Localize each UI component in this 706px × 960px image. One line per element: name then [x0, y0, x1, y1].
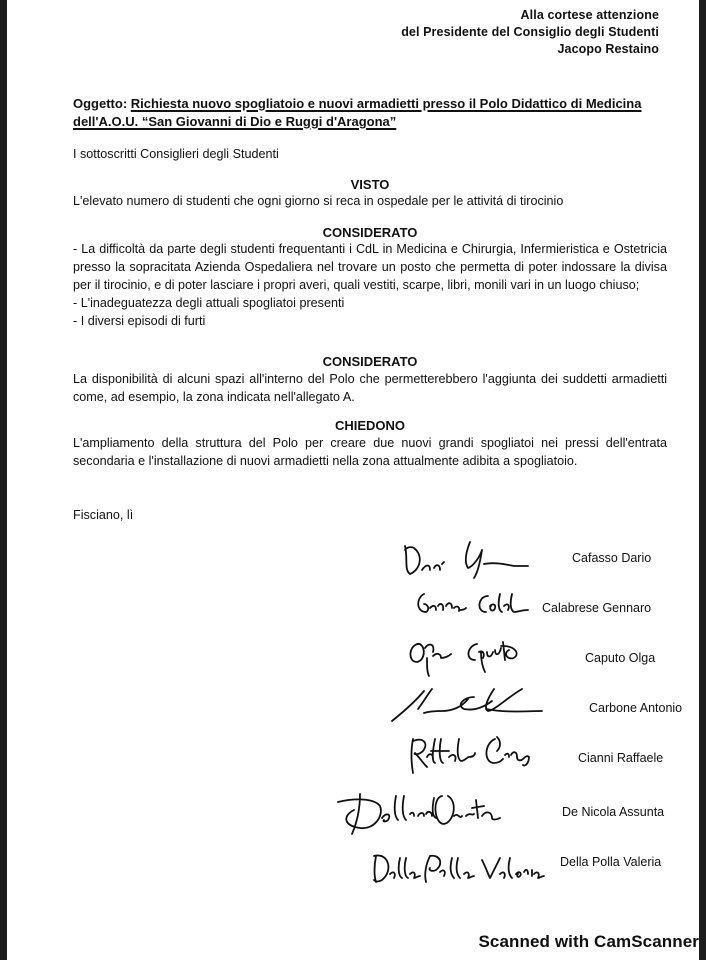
signatory-name: Calabrese Gennaro: [542, 601, 652, 615]
subject-block: [73, 95, 673, 131]
signature-cianni-raffaele: [405, 733, 565, 775]
considerato-item: - I diversi episodi di furti: [73, 314, 206, 328]
recipient-line-3: Jacopo Restaino: [557, 42, 659, 56]
signatory-name: Carbone Antonio: [589, 701, 683, 715]
signature-caputo-olga: [405, 638, 535, 678]
considerato-1-list: [73, 240, 667, 330]
subject-text-line-1: Richiesta nuovo spogliatoio e nuovi armadietti presso il Polo Didattico di Medicina: [130, 96, 642, 111]
scanned-document-page: [7, 0, 699, 960]
signature-calabrese-gennaro: [414, 588, 554, 618]
signature-della-polla-valeria: [370, 850, 550, 886]
signature-de-nicola-assunta: [334, 788, 544, 838]
considerato-item: - La difficoltà da parte degli studenti frequentanti i CdL in Medicina e Chirurgia, Infermieristica e Ostetricia presso la sopracitata Azienda Ospedaliera nel trovare un posto che permetta di poter indossare la divisa per il tirocinio, e di poter lasciare i propri averi, quali vestiti, scarpe, libri, monili vari in un luogo chiuso;: [73, 242, 667, 292]
heading-visto: VISTO: [350, 177, 390, 192]
recipient-line-2: del Presidente del Consiglio degli Studenti: [401, 25, 659, 39]
subject-label: Oggetto:: [73, 96, 128, 111]
signatory-name: Cianni Raffaele: [578, 751, 664, 765]
place-date: Fisciano, lì: [73, 508, 134, 522]
recipient-block: [401, 7, 659, 58]
subject-text-line-2: dell'A.O.U. “San Giovanni di Dio e Ruggi d'Aragona”: [73, 114, 397, 129]
recipient-line-1: Alla cortese attenzione: [520, 8, 659, 22]
signatory-name: Della Polla Valeria: [560, 855, 662, 869]
heading-considerato-2: CONSIDERATO: [322, 354, 418, 369]
considerato-item: - L'inadeguatezza degli attuali spogliatoi presenti: [73, 296, 345, 310]
intro-text: I sottoscritti Consiglieri degli Studenti: [73, 147, 279, 161]
signature-carbone-antonio: [390, 683, 560, 723]
signature-cafasso-dario: [400, 538, 550, 583]
heading-chiedono: CHIEDONO: [334, 418, 406, 433]
signatory-name: Caputo Olga: [585, 651, 656, 665]
signatory-name: De Nicola Assunta: [562, 805, 665, 819]
signatory-name: Cafasso Dario: [572, 551, 652, 565]
chiedono-body: L'ampliamento della struttura del Polo per creare due nuovi grandi spogliatoi nei pressi dell'entrata secondaria e l'installazione di nuovi armadietti nella zona attualmente adibita a spogliatoio.: [73, 436, 667, 468]
heading-considerato-1: CONSIDERATO: [322, 225, 418, 240]
considerato-2-body: La disponibilità di alcuni spazi all'interno del Polo che permetterebbero l'aggiunta dei suddetti armadietti come, ad esempio, la zona indicata nell'allegato A.: [73, 372, 667, 404]
visto-body: L'elevato numero di studenti che ogni giorno si reca in ospedale per le attivitá di tirocinio: [73, 194, 564, 208]
camscanner-watermark: Scanned with CamScanner: [478, 932, 699, 951]
